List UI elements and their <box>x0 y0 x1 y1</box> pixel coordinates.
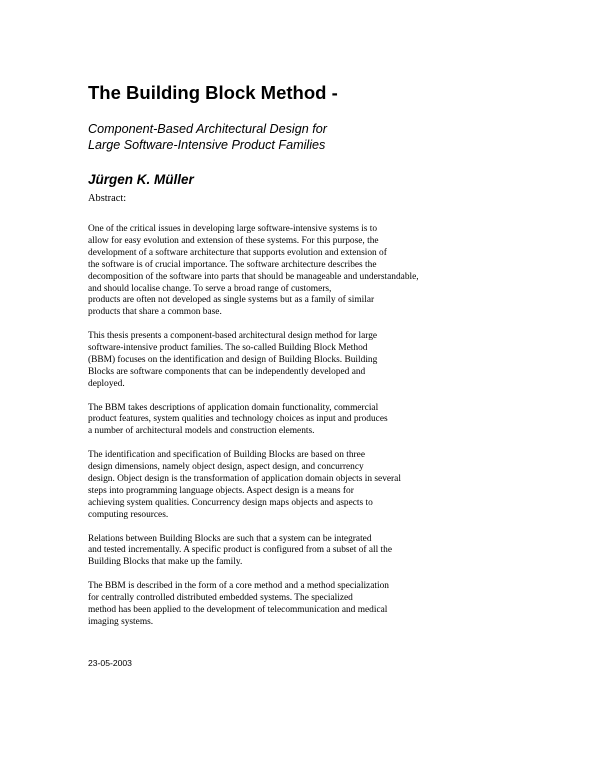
paragraph-line: The identification and specification of Building Blocks are based on three <box>88 450 365 461</box>
paragraph-line: method has been applied to the development of telecommunication and medical <box>88 604 388 615</box>
paragraph-line: design. Object design is the transformation of application domain objects in several <box>88 473 401 484</box>
paragraph-line: One of the critical issues in developing large software-intensive systems is to <box>88 224 378 234</box>
paragraph-line: computing resources. <box>88 509 169 520</box>
paragraph-line: for centrally controlled distributed embedded systems. The specialized <box>88 593 353 604</box>
abstract-paragraph <box>88 403 588 439</box>
paragraph-line: product features, system qualities and technology choices as input and produces <box>88 414 388 425</box>
paragraph-line: allow for easy evolution and extension of these systems. For this purpose, the <box>88 235 379 246</box>
paragraph-line: decomposition of the software into parts that should be manageable and understandable, <box>88 271 419 282</box>
paragraph-line: deployed. <box>88 378 125 389</box>
subtitle-line: Large Software-Intensive Product Families <box>88 137 326 152</box>
abstract-paragraph <box>88 224 588 319</box>
paragraph-line: imaging systems. <box>88 616 154 627</box>
paragraph-line: achieving system qualities. Concurrency design maps objects and aspects to <box>88 497 373 508</box>
author-name: Jürgen K. Müller <box>88 172 194 187</box>
paragraph-line: Building Blocks that make up the family. <box>88 557 243 568</box>
paragraph-line: development of a software architecture that supports evolution and extension of <box>88 247 387 258</box>
paragraph-line: software-intensive product families. The so-called Building Block Method <box>88 343 368 354</box>
abstract-paragraph <box>88 450 588 521</box>
paragraph-line: Blocks are software components that can be independently developed and <box>88 366 366 377</box>
paragraph-line: This thesis presents a component-based architectural design method for large <box>88 331 378 342</box>
paragraph-line: (BBM) focuses on the identification and design of Building Blocks. Building <box>88 354 378 365</box>
subtitle-line: Component-Based Architectural Design for <box>88 122 327 136</box>
paragraph-line: The BBM is described in the form of a core method and a method specialization <box>88 581 389 592</box>
document-date: 23-05-2003 <box>88 658 132 668</box>
abstract-body <box>88 224 588 641</box>
paragraph-line: and should localise change. To serve a broad range of customers, <box>88 283 332 294</box>
abstract-paragraph <box>88 331 588 391</box>
paragraph-line: design dimensions, namely object design, aspect design, and concurrency <box>88 462 364 473</box>
paragraph-line: a number of architectural models and construction elements. <box>88 426 315 437</box>
paragraph-line: steps into programming language objects. Aspect design is a means for <box>88 485 354 496</box>
abstract-paragraph <box>88 581 588 629</box>
abstract-paragraph <box>88 534 588 570</box>
paragraph-line: Relations between Building Blocks are such that a system can be integrated <box>88 533 372 544</box>
paragraph-line: the software is of crucial importance. The software architecture describes the <box>88 259 377 270</box>
document-title: The Building Block Method - <box>88 82 338 103</box>
paragraph-line: products that share a common base. <box>88 307 222 318</box>
abstract-label: Abstract: <box>88 193 127 204</box>
document-subtitle <box>88 122 327 153</box>
paragraph-line: and tested incrementally. A specific product is configured from a subset of all the <box>88 545 392 556</box>
paragraph-line: The BBM takes descriptions of application domain functionality, commercial <box>88 402 379 413</box>
paragraph-line: products are often not developed as single systems but as a family of similar <box>88 295 375 306</box>
